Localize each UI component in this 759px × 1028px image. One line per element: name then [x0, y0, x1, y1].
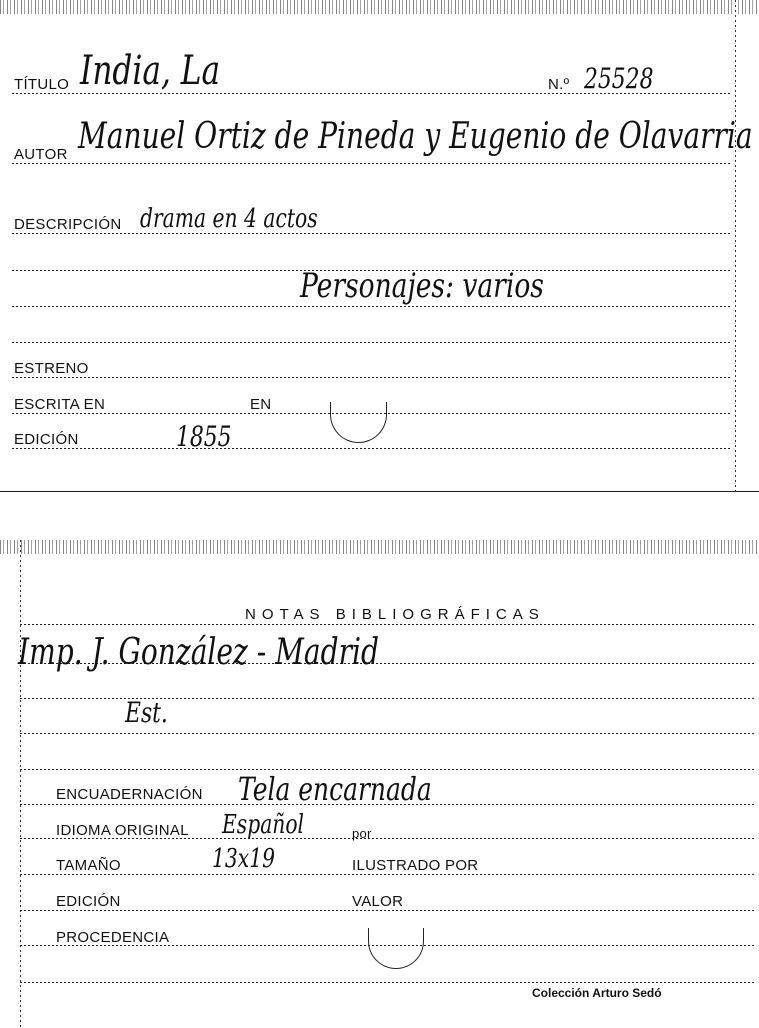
descripcion-value: drama en 4 actos	[140, 204, 318, 234]
ruled-line	[12, 233, 732, 234]
ruled-line	[12, 377, 732, 378]
ruled-line	[20, 910, 755, 911]
estreno-label: ESTRENO	[14, 360, 89, 377]
card-top-edge	[0, 0, 759, 14]
sello-value: Est.	[125, 696, 168, 729]
por-label: por	[352, 826, 372, 841]
card-right-edge	[735, 0, 736, 495]
personajes-value: Personajes: varios	[300, 266, 544, 306]
ruled-line	[12, 163, 732, 164]
ruled-line	[20, 874, 755, 875]
encuadernacion-label: ENCUADERNACIÓN	[56, 786, 203, 803]
ilustrado-label: ILUSTRADO POR	[352, 857, 479, 874]
tamano-value: 13x19	[212, 844, 276, 874]
catalog-card-back	[0, 540, 759, 1028]
edicion-value: 1855	[176, 420, 232, 453]
card-top-edge	[0, 540, 759, 554]
collection-credit: Colección Arturo Sedó	[532, 986, 662, 1000]
valor-label: VALOR	[352, 893, 404, 910]
autor-value: Manuel Ortiz de Pineda y Eugenio de Olavarria	[78, 116, 753, 157]
catalog-card-front	[0, 0, 759, 495]
card-left-edge	[20, 540, 21, 1028]
numero-label: N.º	[548, 76, 570, 93]
notas-heading: NOTAS BIBLIOGRÁFICAS	[245, 606, 545, 623]
descripcion-label: DESCRIPCIÓN	[14, 216, 122, 233]
idioma-value: Español	[222, 810, 305, 840]
ruled-line	[20, 624, 755, 625]
ruled-line	[20, 982, 755, 983]
card-bottom-edge	[0, 491, 759, 492]
ruled-line	[12, 306, 732, 307]
autor-label: AUTOR	[14, 146, 68, 163]
procedencia-label: PROCEDENCIA	[56, 929, 170, 946]
idioma-label: IDIOMA ORIGINAL	[56, 822, 189, 839]
edicion-label: EDICIÓN	[14, 431, 79, 448]
ruled-line	[20, 733, 755, 734]
encuadernacion-value: Tela encarnada	[238, 770, 432, 808]
en-label: EN	[250, 396, 272, 413]
imprenta-value: Imp. J. González - Madrid	[18, 632, 380, 673]
ruled-line	[12, 448, 732, 449]
punch-hole	[368, 928, 424, 969]
tamano-label: TAMAÑO	[56, 857, 121, 874]
escrita-en-label: ESCRITA EN	[14, 396, 106, 413]
edicion-label: EDICIÓN	[56, 893, 121, 910]
numero-value: 25528	[584, 62, 654, 95]
titulo-value: India, La	[80, 48, 221, 94]
ruled-line	[12, 342, 732, 343]
titulo-label: TÍTULO	[14, 76, 70, 93]
punch-hole	[330, 402, 387, 443]
